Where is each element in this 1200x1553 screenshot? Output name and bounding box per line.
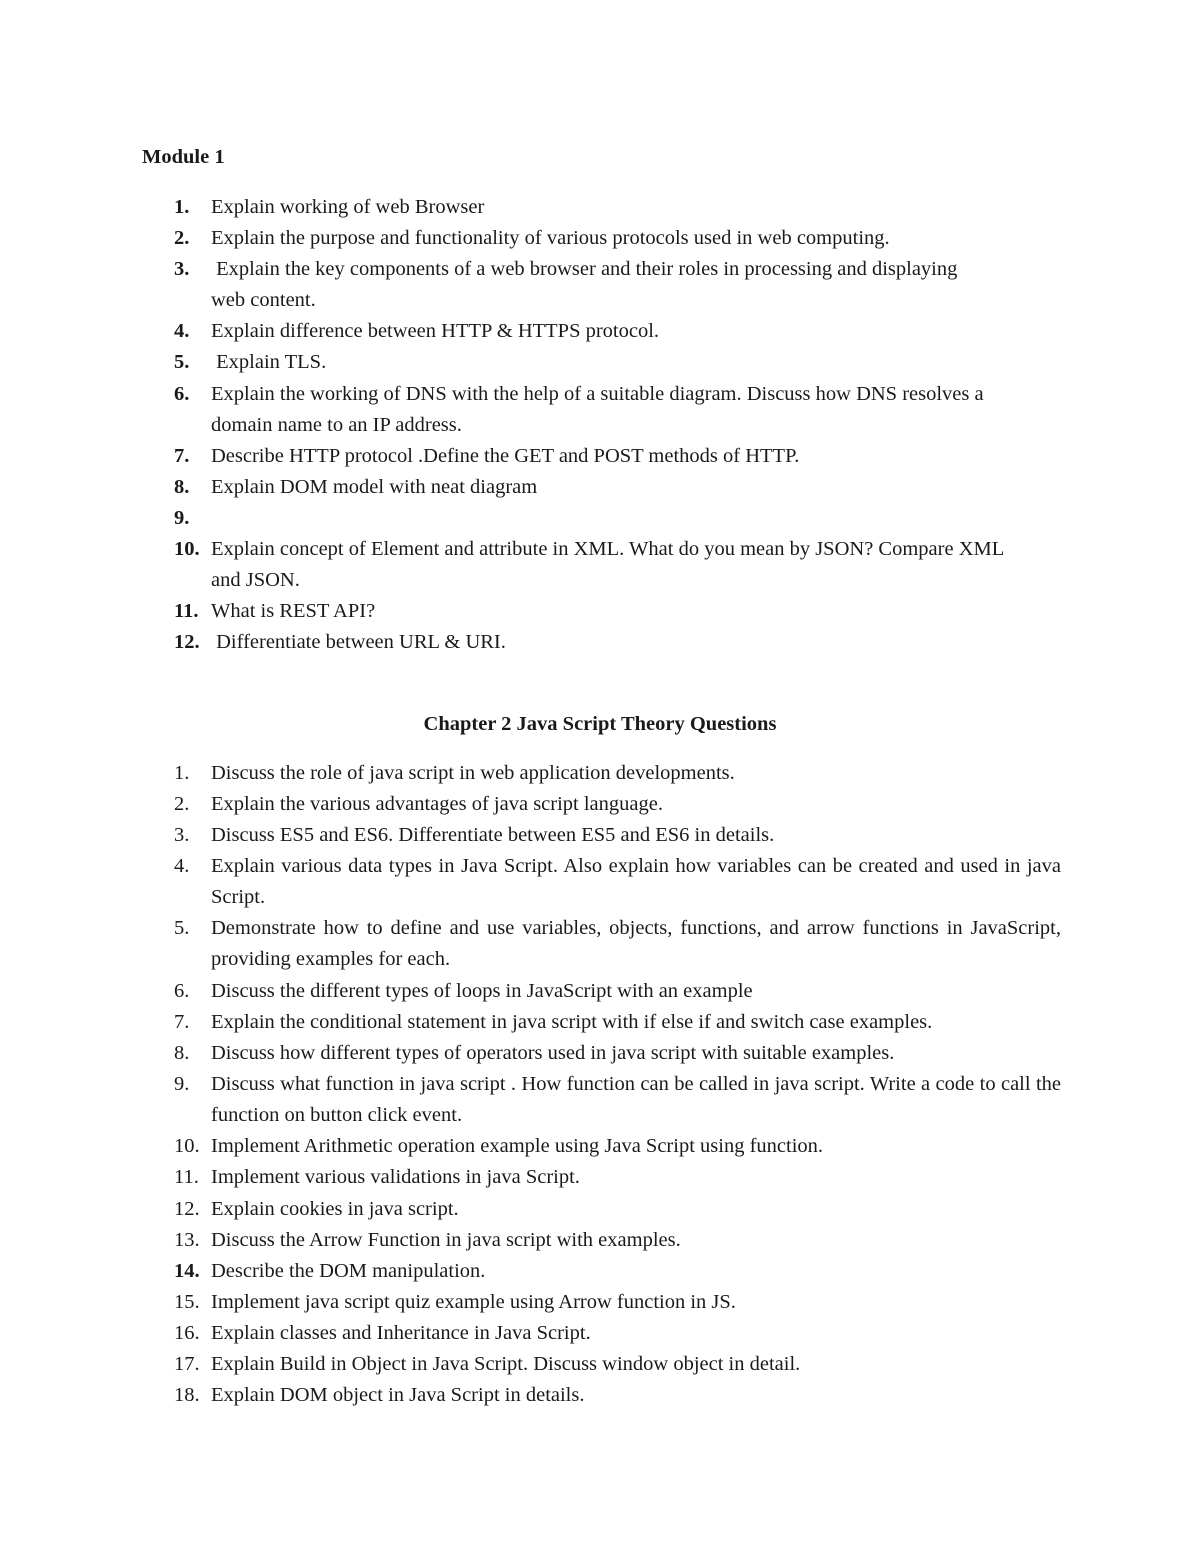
item-number: 5. xyxy=(174,917,190,939)
item-number: 8. xyxy=(174,476,190,498)
module-1-heading: Module 1 xyxy=(142,146,225,168)
item-text: Differentiate between URL & URI. xyxy=(211,631,506,653)
item-text: Describe the DOM manipulation. xyxy=(211,1260,486,1282)
item-number: 8. xyxy=(174,1042,190,1064)
item-number: 6. xyxy=(174,980,190,1002)
item-number: 12. xyxy=(174,631,200,653)
item-number: 14. xyxy=(174,1260,200,1282)
item-text: Explain the conditional statement in java script with if else if and switch case examples. xyxy=(211,1011,933,1033)
item-text: Explain concept of Element and attribute in XML. What do you mean by JSON? Compare XML and JSON. xyxy=(211,538,1004,591)
item-text: Discuss the Arrow Function in java script with examples. xyxy=(211,1229,681,1251)
item-text: Discuss ES5 and ES6. Differentiate between ES5 and ES6 in details. xyxy=(211,824,775,846)
item-number: 15. xyxy=(174,1291,200,1313)
item-text: Implement java script quiz example using Arrow function in JS. xyxy=(211,1291,736,1313)
item-number: 10. xyxy=(174,1135,200,1157)
item-number: 13. xyxy=(174,1229,200,1251)
item-number: 16. xyxy=(174,1322,200,1344)
item-text: Explain the purpose and functionality of various protocols used in web computing. xyxy=(211,227,890,249)
item-number: 1. xyxy=(174,762,190,784)
item-text: Discuss what function in java script . How function can be called in java script. Write a code to call the function on button click event. xyxy=(211,1073,1061,1126)
item-text: Explain DOM model with neat diagram xyxy=(211,476,538,498)
item-text: Explain Build in Object in Java Script. Discuss window object in detail. xyxy=(211,1353,801,1375)
chapter-2-heading: Chapter 2 Java Script Theory Questions xyxy=(423,713,777,735)
item-text: Explain classes and Inheritance in Java Script. xyxy=(211,1322,591,1344)
item-text: Discuss the different types of loops in JavaScript with an example xyxy=(211,980,753,1002)
item-text: Explain working of web Browser xyxy=(211,196,485,218)
item-text: Discuss how different types of operators used in java script with suitable examples. xyxy=(211,1042,895,1064)
item-number: 2. xyxy=(174,793,190,815)
item-number: 9. xyxy=(174,1073,190,1095)
item-number: 4. xyxy=(174,855,190,877)
item-text: Explain cookies in java script. xyxy=(211,1198,459,1220)
item-text: Explain various data types in Java Script. Also explain how variables can be created and used in java Script. xyxy=(211,855,1061,908)
item-number: 12. xyxy=(174,1198,200,1220)
item-text: Describe HTTP protocol .Define the GET and POST methods of HTTP. xyxy=(211,445,800,467)
item-number: 18. xyxy=(174,1384,200,1406)
item-text: Implement various validations in java Script. xyxy=(211,1166,580,1188)
item-text: Explain the working of DNS with the help of a suitable diagram. Discuss how DNS resolves a domain name to an IP address. xyxy=(211,383,984,436)
item-text: Discuss the role of java script in web application developments. xyxy=(211,762,735,784)
item-number: 7. xyxy=(174,1011,190,1033)
item-text: Implement Arithmetic operation example using Java Script using function. xyxy=(211,1135,824,1157)
item-number: 17. xyxy=(174,1353,200,1375)
item-number: 6. xyxy=(174,383,190,405)
item-text: Explain DOM object in Java Script in details. xyxy=(211,1384,585,1406)
item-number: 3. xyxy=(174,824,190,846)
item-number: 1. xyxy=(174,196,190,218)
item-number: 11. xyxy=(174,600,199,622)
item-number: 10. xyxy=(174,538,200,560)
item-number: 5. xyxy=(174,351,190,373)
item-text: Demonstrate how to define and use variables, objects, functions, and arrow functions in JavaScript, providing examples for each. xyxy=(211,917,1061,970)
item-text: Explain TLS. xyxy=(211,351,327,373)
item-number: 4. xyxy=(174,320,190,342)
item-number: 2. xyxy=(174,227,190,249)
item-number: 3. xyxy=(174,258,190,280)
item-number: 11. xyxy=(174,1166,199,1188)
item-text: Explain difference between HTTP & HTTPS protocol. xyxy=(211,320,660,342)
item-number: 9. xyxy=(174,507,190,529)
item-text: What is REST API? xyxy=(211,600,376,622)
item-text: Explain the various advantages of java script language. xyxy=(211,793,663,815)
item-text: Explain the key components of a web browser and their roles in processing and displaying web content. xyxy=(211,258,963,311)
item-number: 7. xyxy=(174,445,190,467)
